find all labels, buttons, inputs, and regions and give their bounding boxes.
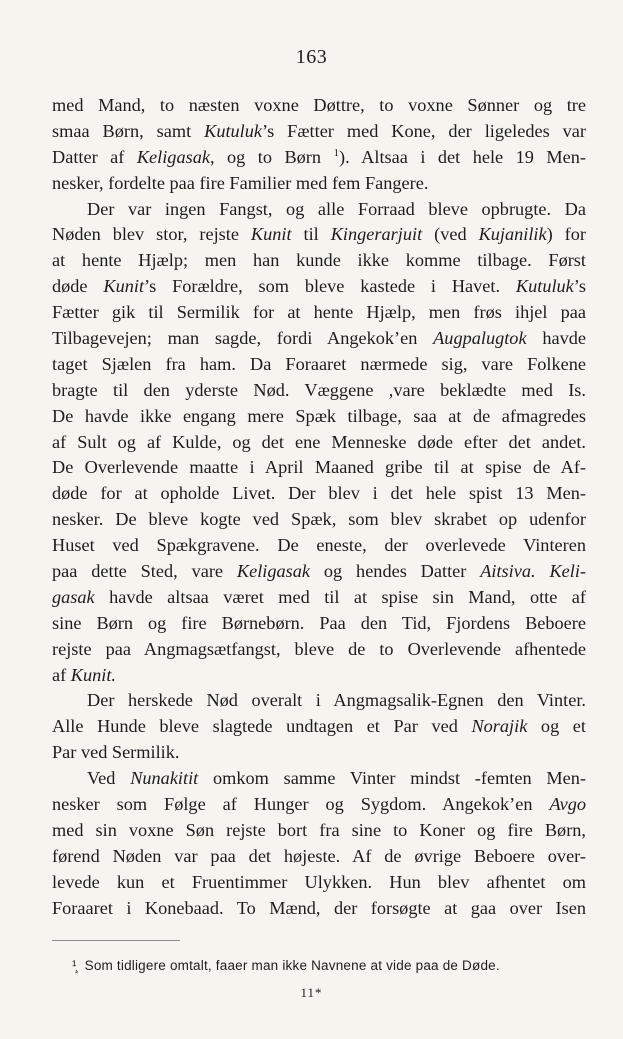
text-segment: Fætter gik til Sermilik for at hente Hjælp, men frøs ihjel paa [52, 302, 586, 323]
text-segment: Ved [87, 768, 131, 789]
text-segment: af [52, 664, 71, 685]
text-segment: ’s Forældre, som bleve kastede i Havet. [144, 276, 516, 297]
text-line [52, 171, 586, 197]
text-segment: førend Nøden var paa det højeste. Af de øvrige Beboere over- [52, 845, 586, 866]
text-segment: nesker, fordelte paa fire Familier med fem Fangere. [52, 172, 429, 193]
text-segment: , og to Børn [209, 146, 334, 167]
text-line [52, 119, 586, 145]
italic-name: gasak [52, 586, 95, 607]
text-segment: og et [527, 716, 586, 737]
text-segment: ’s Fætter med Kone, der ligeledes var [262, 120, 587, 141]
text-line [52, 145, 586, 171]
text-line [52, 896, 586, 922]
text-segment: De Overlevende maatte i April Maaned gribe til at spise de Af- [52, 457, 586, 478]
body-text [52, 93, 586, 922]
text-segment: ’s [573, 276, 586, 297]
text-segment: Huset ved Spækgravene. De eneste, der overlevede Vinteren [52, 535, 586, 556]
text-segment: smaa Børn, samt [52, 120, 205, 141]
text-line [52, 792, 586, 818]
text-segment: Datter af [52, 146, 137, 167]
italic-name: Norajik [471, 716, 528, 737]
text-line [52, 197, 586, 223]
text-line [52, 430, 586, 456]
italic-name: Keligasak [136, 146, 210, 167]
italic-name: Kujanilik [478, 224, 547, 245]
text-segment: sine Børn og fire Børnebørn. Paa den Tid, Fjordens Beboere [52, 612, 586, 633]
text-line [52, 326, 586, 352]
text-line [52, 559, 586, 585]
text-segment: af Sult og af Kulde, og det ene Menneske døde efter det andet. [52, 431, 586, 452]
printer-signature: 11* [300, 985, 323, 1000]
text-segment: døde for at opholde Livet. Der blev i det hele spist 13 Men- [52, 483, 586, 504]
text-segment: bragte til den yderste Nød. Væggene ,vare beklædte med Is. [52, 379, 586, 400]
text-segment: at hente Hjælp; men han kunde ikke komme tilbage. Først [52, 250, 586, 271]
text-segment: Par ved Sermilik. [52, 742, 180, 763]
italic-name: Aitsiva. Keli- [480, 561, 586, 582]
italic-name: Kutuluk [515, 276, 574, 297]
text-line [52, 300, 586, 326]
text-segment: Foraaret i Konebaad. To Mænd, der forsøgte at gaa over Isen [52, 897, 586, 918]
text-segment: levede kun et Fruentimmer Ulykken. Hun blev afhentet om [52, 871, 586, 892]
italic-name: Nunakitit [130, 768, 199, 789]
text-line [52, 352, 586, 378]
text-segment: døde [52, 276, 104, 297]
text-segment: rejste paa Angmagsætfangst, bleve de to Overlevende afhentede [52, 638, 586, 659]
text-line [52, 740, 586, 766]
text-line [52, 663, 586, 689]
italic-name: Kunit. [70, 664, 116, 685]
text-segment: Der herskede Nød overalt i Angmagsalik-Egnen den Vinter. [87, 690, 586, 711]
text-line [52, 766, 586, 792]
text-segment: med sin voxne Søn rejste bort fra sine to Koner og fire Børn, [52, 819, 586, 840]
text-segment: ) for [546, 224, 586, 245]
italic-name: Kingerarjuit [330, 224, 423, 245]
italic-name: Avgo [549, 794, 586, 815]
text-segment: til [291, 224, 331, 245]
text-segment: nesker som Følge af Hunger og Sygdom. Angekok’en [52, 794, 550, 815]
text-segment: og hendes Datter [310, 561, 481, 582]
text-segment: Alle Hunde bleve slagtede undtagen et Par ved [52, 716, 472, 737]
text-line [52, 637, 586, 663]
text-line [52, 688, 586, 714]
text-line [52, 611, 586, 637]
text-segment: havde [526, 328, 586, 349]
text-segment: omkom samme Vinter mindst -femten Men- [198, 768, 586, 789]
text-line [52, 222, 586, 248]
text-segment: taget Sjælen fra ham. Da Foraaret nærmede sig, vare Folkene [52, 353, 586, 374]
footnote [72, 958, 542, 973]
italic-name: Kutuluk [204, 120, 263, 141]
text-line [52, 507, 586, 533]
text-line [52, 533, 586, 559]
text-segment: med Mand, to næsten voxne Døttre, to voxne Sønner og tre [52, 95, 586, 115]
text-line [52, 404, 586, 430]
text-line [52, 870, 586, 896]
text-segment: Der var ingen Fangst, og alle Forraad bleve opbrugte. Da [87, 198, 586, 219]
footnote-reference: 1 [333, 146, 340, 159]
text-segment: Tilbagevejen; man sagde, fordi Angekok’en [52, 328, 434, 349]
italic-name: Kunit [250, 224, 292, 245]
text-line [52, 248, 586, 274]
text-line [52, 481, 586, 507]
text-segment: De havde ikke engang mere Spæk tilbage, saa at de afmagredes [52, 405, 586, 426]
footnote-marker: ¹̧ [72, 958, 77, 973]
text-line [52, 844, 586, 870]
page-number: 163 [295, 46, 328, 68]
text-segment: Nøden blev stor, rejste [52, 224, 251, 245]
text-line [52, 818, 586, 844]
text-line [52, 378, 586, 404]
footnote-divider [52, 940, 180, 941]
text-segment: (ved [422, 224, 479, 245]
text-line [52, 585, 586, 611]
text-line [52, 455, 586, 481]
text-segment: ). Altsaa i det hele 19 Men- [339, 146, 586, 167]
text-segment: havde altsaa været med til at spise sin Mand, otte af [94, 586, 586, 607]
italic-name: Augpalugtok [433, 328, 527, 349]
italic-name: Kunit [103, 276, 145, 297]
text-line [52, 93, 586, 119]
footnote-text: Som tidligere omtalt, faaer man ikke Navnene at vide paa de Døde. [84, 958, 500, 973]
italic-name: Keligasak [236, 561, 311, 582]
text-line [52, 714, 586, 740]
text-line [52, 274, 586, 300]
text-segment: paa dette Sted, vare [52, 561, 237, 582]
text-segment: nesker. De bleve kogte ved Spæk, som blev skrabet op udenfor [52, 509, 586, 530]
